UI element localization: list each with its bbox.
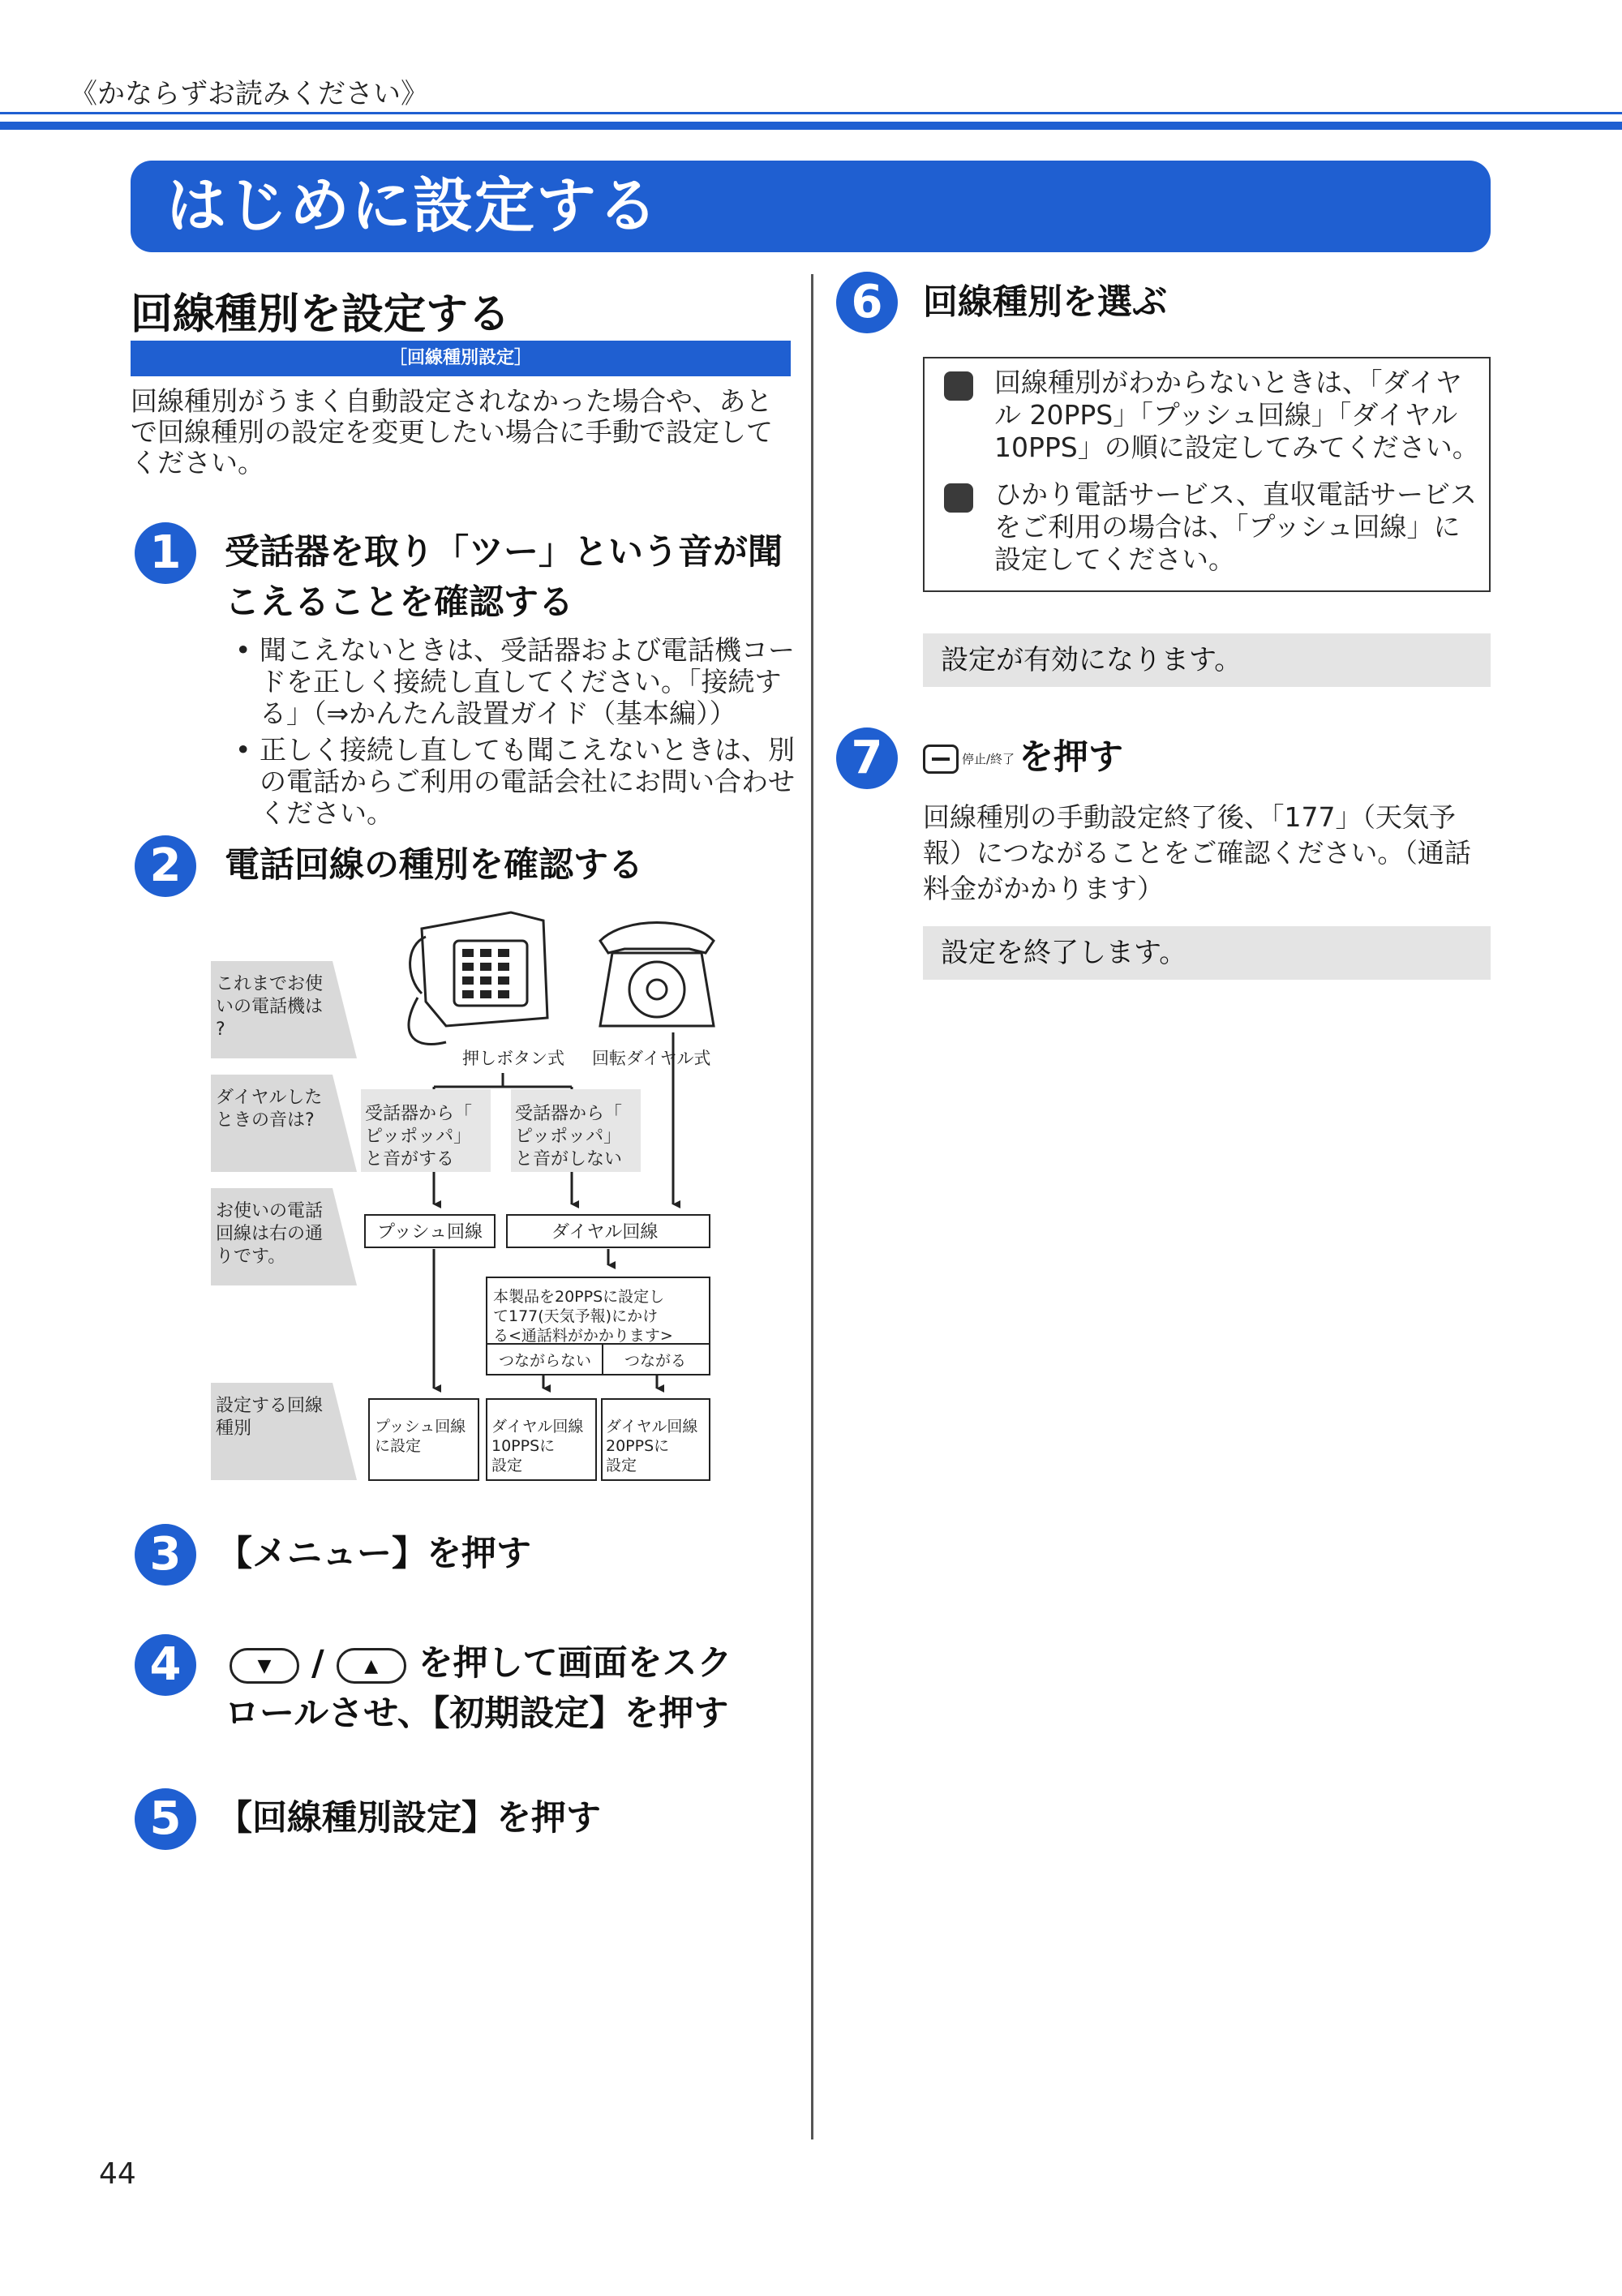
test-call-text [493, 1288, 673, 1345]
flow-text-line: に設定 [375, 1437, 422, 1455]
step-4-title-line2: ロールさせ、【初期設定】を押す [225, 1693, 729, 1734]
dial-line-text: ダイヤル回線 [551, 1222, 659, 1242]
question-line: 種別 [216, 1418, 252, 1439]
step-7-body: 回線種別の手動設定終了後、「177」（天気予報）につながることをご確認ください。（通話料金がかかります） [923, 801, 1471, 904]
step-2-number: 2 [135, 835, 196, 897]
question-line: ? [216, 1019, 225, 1040]
step-4-title-line1: を押して画面をスク [418, 1643, 732, 1684]
question-line: ダイヤルした [216, 1088, 323, 1108]
down-arrow-key-icon: ▼ [230, 1648, 299, 1684]
step-1-bullet: • 正しく接続し直しても聞こえないときは、別の電話からご利用の電話会社にお問い合わせください。 [235, 734, 795, 829]
flow-text-line: 設定 [606, 1457, 637, 1474]
flow-text-line: 本製品を20PPSに設定し [493, 1288, 665, 1306]
stop-key-icon [923, 745, 959, 774]
step-1-bullets [235, 634, 795, 829]
step-1-bullet: • 聞こえないときは、受話器および電話機コードを正しく接続し直してください。「接続する」（⇒かんたん設置ガイド（基本編）） [235, 634, 795, 729]
line-type-flowchart [203, 904, 730, 1488]
question-line: これまでお使 [216, 974, 324, 994]
flow-text-line: と音がする [365, 1149, 455, 1169]
step-1-title [225, 527, 809, 628]
push-button-phone-icon [409, 912, 547, 1045]
step-5-title: 【回線種別設定】を押す [217, 1798, 601, 1839]
key-separator: / [311, 1643, 324, 1684]
flow-text-line: 設定 [491, 1457, 523, 1474]
no-connect-text: つながらない [499, 1352, 592, 1370]
note-2: ひかり電話サービス、直収電話サービスをご利用の場合は、「プッシュ回線」に設定してください。 [994, 479, 1477, 575]
flow-text-line: 受話器から「 [365, 1104, 473, 1124]
push-line-text: プッシュ回線 [377, 1222, 483, 1242]
step-6-title: 回線種別を選ぶ [923, 282, 1167, 323]
note-box [923, 357, 1491, 592]
question-line: お使いの電話 [216, 1201, 324, 1221]
flow-text-line: ピッポッパ」 [515, 1127, 622, 1147]
flow-text-line: ピッポッパ」 [365, 1127, 472, 1147]
page-number: 44 [99, 2157, 136, 2191]
header-rule-top [0, 112, 1622, 114]
flow-text-line: る<通話料がかかります> [493, 1327, 673, 1345]
section-title: 回線種別を設定する [131, 290, 511, 339]
note-1: 回線種別がわからないときは、「ダイヤル 20PPS」「プッシュ回線」「ダイヤル10PPS」の順に設定してみてください。 [994, 367, 1479, 463]
stop-key-label: 停止/終了 [962, 752, 1015, 766]
question-line: いの電話機は [216, 997, 324, 1017]
sound-no-text [515, 1104, 622, 1169]
push-button-label: 押しボタン式 [462, 1049, 564, 1068]
question-line: りです。 [216, 1247, 286, 1267]
step-4-title [225, 1638, 797, 1739]
question-line: 回線は右の通 [216, 1224, 324, 1244]
flow-text-line: と音がしない [515, 1149, 623, 1169]
step-1-title-line2: こえることを確認する [225, 582, 573, 623]
step-3-number: 3 [135, 1524, 196, 1586]
question-line: ときの音は? [216, 1110, 315, 1131]
memo-icon [944, 371, 973, 401]
intro-text: 回線種別がうまく自動設定されなかった場合や、あとで回線種別の設定を変更したい場合に手動で設定してください。 [131, 385, 773, 479]
question-line: 設定する回線 [216, 1396, 324, 1416]
rotary-phone-icon [600, 923, 714, 1027]
header-rule-bottom [0, 122, 1622, 130]
step-3-title: 【メニュー】を押す [217, 1534, 531, 1574]
flow-text-line: て177(天気予報)にかけ [493, 1307, 659, 1325]
flow-text-line: 20PPSに [606, 1437, 670, 1455]
flow-text-line: プッシュ回線 [375, 1418, 466, 1436]
memo-icon [944, 483, 973, 513]
flow-text-line: ダイヤル回線 [606, 1418, 698, 1436]
menu-path-bar: ［回線種別設定］ [131, 341, 791, 376]
rotary-label: 回転ダイヤル式 [592, 1049, 711, 1068]
step-7-title: を押す [1019, 737, 1123, 778]
flow-text-line: ダイヤル回線 [491, 1418, 584, 1436]
flow-text-line: 受話器から「 [515, 1104, 623, 1124]
header-note: 《かならずお読みください》 [70, 78, 428, 110]
connect-text: つながる [624, 1352, 687, 1370]
step-2-title: 電話回線の種別を確認する [225, 845, 643, 886]
up-arrow-key-icon: ▲ [337, 1648, 406, 1684]
step-7-number: 7 [836, 727, 898, 789]
step-6-result: 設定が有効になります。 [923, 633, 1491, 687]
step-6-number: 6 [836, 272, 898, 333]
step-5-number: 5 [135, 1788, 196, 1850]
flow-text-line: 10PPSに [491, 1437, 556, 1455]
page-title-banner: はじめに設定する [131, 161, 1491, 252]
step-4-number: 4 [135, 1634, 196, 1696]
step-7-result: 設定を終了します。 [923, 926, 1491, 980]
step-1-title-line1: 受話器を取り「ツー」という音が聞 [225, 532, 783, 573]
column-divider [811, 274, 813, 2139]
step-1-number: 1 [135, 522, 196, 584]
